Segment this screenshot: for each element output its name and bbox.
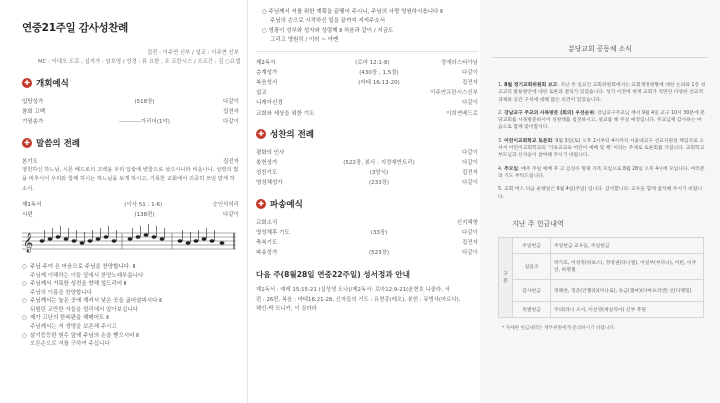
list-item: 2. 강남교구 주교의 사목방문 (회의) 우선순위: 강남교구주교님 께서 9월 4일 교구 10시 30분에 분당교회를 사목방문하시어 성찬례를 집전하시고, 설교를 해 주실 예정입니다. 주교님께 감사하는 마음으로 함께 맞이합시다.: [498, 110, 705, 131]
list-item: 평화의 인사 다같이: [256, 149, 478, 156]
list-item: 기원송가 -----------가리어(1악) 다같이: [22, 119, 239, 126]
music-staff-image: [22, 223, 236, 257]
list-item-continuation: 오른손으로 저를 구하여 주십니다: [30, 341, 110, 348]
list-item-continuation: 주님의 이름을 찬양합니다: [30, 289, 92, 296]
table-cell: 정해천, 정준(안젤라)(미나로), 유금(젬마)(다마프리엔) 신(다멩밀): [551, 279, 704, 301]
table-cell: 십일조: [513, 253, 551, 279]
news-list: [498, 82, 706, 201]
table-cell: 주일헌금 교우들, 주일헌금: [551, 237, 704, 253]
list-item-continuation: 주님께서는 저 생명을 보존해 주시고: [30, 324, 117, 331]
word-list-continued: [256, 57, 478, 118]
section-dismissal-title: 파송예식: [270, 199, 303, 210]
list-item: ○ 주님 주여 온 마음으로 주님을 찬양합니다. Ⅱ: [22, 263, 136, 270]
list-item: ○ 주님께서는 높은 곳에 계셔서 낮은 곳을 굽어살피시다 Ⅱ: [22, 298, 162, 305]
column-divider: [247, 0, 248, 403]
psalm-music-score: [22, 223, 239, 257]
opening-list: [22, 96, 239, 127]
list-item: 영성체후 기도 (33장) 다같이: [256, 229, 478, 236]
table-cell: 특별헌금: [513, 301, 551, 317]
table-cell: 박가호, 어성정(바보스), 정영권(다니엘), 이일부(부다나), 이빈, 이주연, 하명철: [551, 253, 704, 279]
section-word-title: 말씀의 전례: [36, 138, 81, 149]
table-group-cell: 구분: [499, 237, 513, 317]
list-item: 설교 이주연프란시스신부: [256, 90, 478, 97]
table-row: [499, 237, 704, 253]
table-cell: 주의(라니 오서, 이선영(세실리아) 신부 후원: [551, 301, 704, 317]
list-item: 봉헌성가 (522장, 봉사 : 지정예반트리) 다같이: [256, 160, 478, 167]
list-item: ○ 살기등등한 원수 앞에 주님의 손을 뻗으시어 Ⅱ: [22, 332, 139, 339]
cross-icon: ✚: [256, 199, 266, 209]
list-item: 영성체성가 (233장) 다같이: [256, 180, 478, 187]
divider-line: [256, 51, 478, 52]
next-week-readings: 제1독서 : 예레 15:15-21 (십성생 도나)/제2독서: 로마12:9-21(윤현호 니콜라, 서 편 : 26편, 복음 : 마태16:21-28, 신자들의 기도 : 유현종(레오), 봉헌 : 뮤벙사(마르다), 헤인-박 모니카, 이 끌라라: [256, 287, 461, 313]
section-opening: [22, 77, 239, 89]
cross-icon: ✚: [22, 78, 32, 88]
news-header: 분당교회 공동체 소식: [492, 39, 708, 58]
table-row: [499, 279, 704, 301]
list-item: 교회와 세상을 위한 기도 이희연베드로: [256, 110, 478, 117]
finance-note: * 자세한 헌금내역은 재무위원에게 문의하시기 바랍니다.: [502, 325, 616, 331]
ministers-line: MC : 이대오 도로 , 십자가 : 임호영 / 성경 : 류 요한 , 조 프란시스 / 오르간 : 김 ○요셉: [38, 59, 241, 65]
list-item-continuation: 뒤떨린 교만한 자들을 멀리에서 알아보십니다: [30, 306, 138, 313]
liturgy-column-middle: [250, 0, 478, 403]
list-item: 1. 8월 정기교회위원회 보고: 지난 주 일요인 교회위원회에서는 교회재정현황에 대한 논의와 1층 성교교리 활용방안에 대한 토론과 결의가 있었습니다. 성가 이전에 현재 교회가 직면한 다양한 선교적 과제와 공간 구성에 대해 많은 의견이 있었습니다.: [498, 83, 706, 103]
list-item: ○ 제가 고난의 한복판을 헤매어도 Ⅱ: [22, 315, 109, 322]
list-item: 4. 추모일: 매주 주일 예배 후 고 김성수 형제 가족 모임으로 8월 28일 오후 4시에 모입니다. 여러분의 기도 부탁드립니다.: [498, 166, 705, 179]
psalm-responses: [22, 263, 239, 349]
cross-icon: ✚: [256, 129, 266, 139]
table-cell: 감사헌금: [513, 279, 551, 301]
section-dismissal: [256, 198, 478, 210]
celebrant-line: 집전 : 이주연 신부 / 설교 : 이주연 신부: [146, 50, 239, 56]
svg-text:𝄞: 𝄞: [23, 232, 34, 253]
liturgy-column-left: [0, 0, 245, 403]
list-item: 제1독서 (이사 51 : 1-6) 승인석석리: [22, 201, 239, 208]
list-item: 층계성가 (430장 , 1,5절) 다같이: [256, 69, 478, 76]
page-title: 연중21주일 감사성찬례: [22, 22, 128, 34]
list-item: 성찬기도 (3양식) 집전자: [256, 170, 478, 177]
list-item: 니케아신경 다같이: [256, 100, 478, 107]
news-column: [480, 0, 720, 403]
list-item: 복음성서 (마태 16:13-20) 집전자: [256, 80, 478, 87]
finance-header: 지난 주 헌금내역: [512, 219, 564, 228]
offering-table: [498, 237, 704, 318]
list-item: ○ 주님께서 거룩한 성전을 향해 엎드리어 Ⅱ: [22, 281, 127, 288]
list-item: 본기도 집전자: [22, 158, 239, 165]
next-week-title: 다음 주(8월28일 연중22주일) 성서정과 안내: [256, 270, 410, 280]
list-item: 파송성가 (523장) 다같이: [256, 250, 478, 257]
list-item: 제2독서 (로마 12:1-8) 정에라스티아님: [256, 59, 478, 66]
list-item: 입당성가 (518장) 다같이: [22, 99, 239, 106]
section-word: [22, 137, 239, 149]
list-item: 3. 어린이교회학교 토론회: 9월 3일(토) 오후 2시부터 4시까지 서울대교구 선교지원실 책임자로 오셔서 어린이교회학교의 '기독교교육 어린이 예배 및 책' 이라는 주제로 토론회를 가집니다. 교회학교 부모님과 신자들이 참여해 주시기 바랍니다.: [498, 138, 705, 159]
section-eucharist-title: 성찬의 전례: [270, 129, 315, 140]
list-item: 시편 (138편) 다같이: [22, 211, 239, 218]
table-cell: 주일헌금: [513, 237, 551, 253]
section-opening-title: 개회예식: [36, 79, 69, 89]
eucharist-list: [256, 147, 478, 188]
list-item: 5. 교회 버스 다음 운행일은 9월 4일(주일) 입니다. 감사합니다. 교우들 함께 참석해 주시기 바랍니다.: [498, 187, 703, 200]
list-item-continuation: 주님께 이해하는 이들 앞에서 찬양노래부릅니다: [30, 272, 144, 279]
list-item: 축복기도 집전자: [256, 239, 478, 246]
collect-prayer-text: 영원하신 하느님, 시몬 베드로의 고백을 우리 입술에 변함으로 삼으시니라 비옵나니, 성령의 빛을 비추시어 우리와 함께 하시는 하느님을 보게 하시고, 기록한 교회에서 귀중히 쓰임 받게 하소서.: [22, 166, 239, 192]
table-row: [499, 253, 704, 279]
list-item: 교회소식 신지혜형: [256, 219, 478, 226]
psalm-responses-continued: ○ 주님께서 저를 위한 계획을 끝맺어 주시니, 주님의 사랑 영원하시옵니다 Ⅱ 주님의 손으로 시작하신 일을 끝까지 지켜주소서 ○ 영광이 성부와 성자와 성령께 Ⅱ 처음과 같이 / 지금도 그리고 영원히 / 이러 ~ 아멘: [262, 9, 443, 44]
cross-icon: ✚: [22, 138, 32, 148]
section-eucharist: [256, 128, 478, 140]
table-row: [499, 301, 704, 317]
list-item: 참회 고백 집전자: [22, 109, 239, 116]
dismissal-list: [256, 217, 478, 258]
